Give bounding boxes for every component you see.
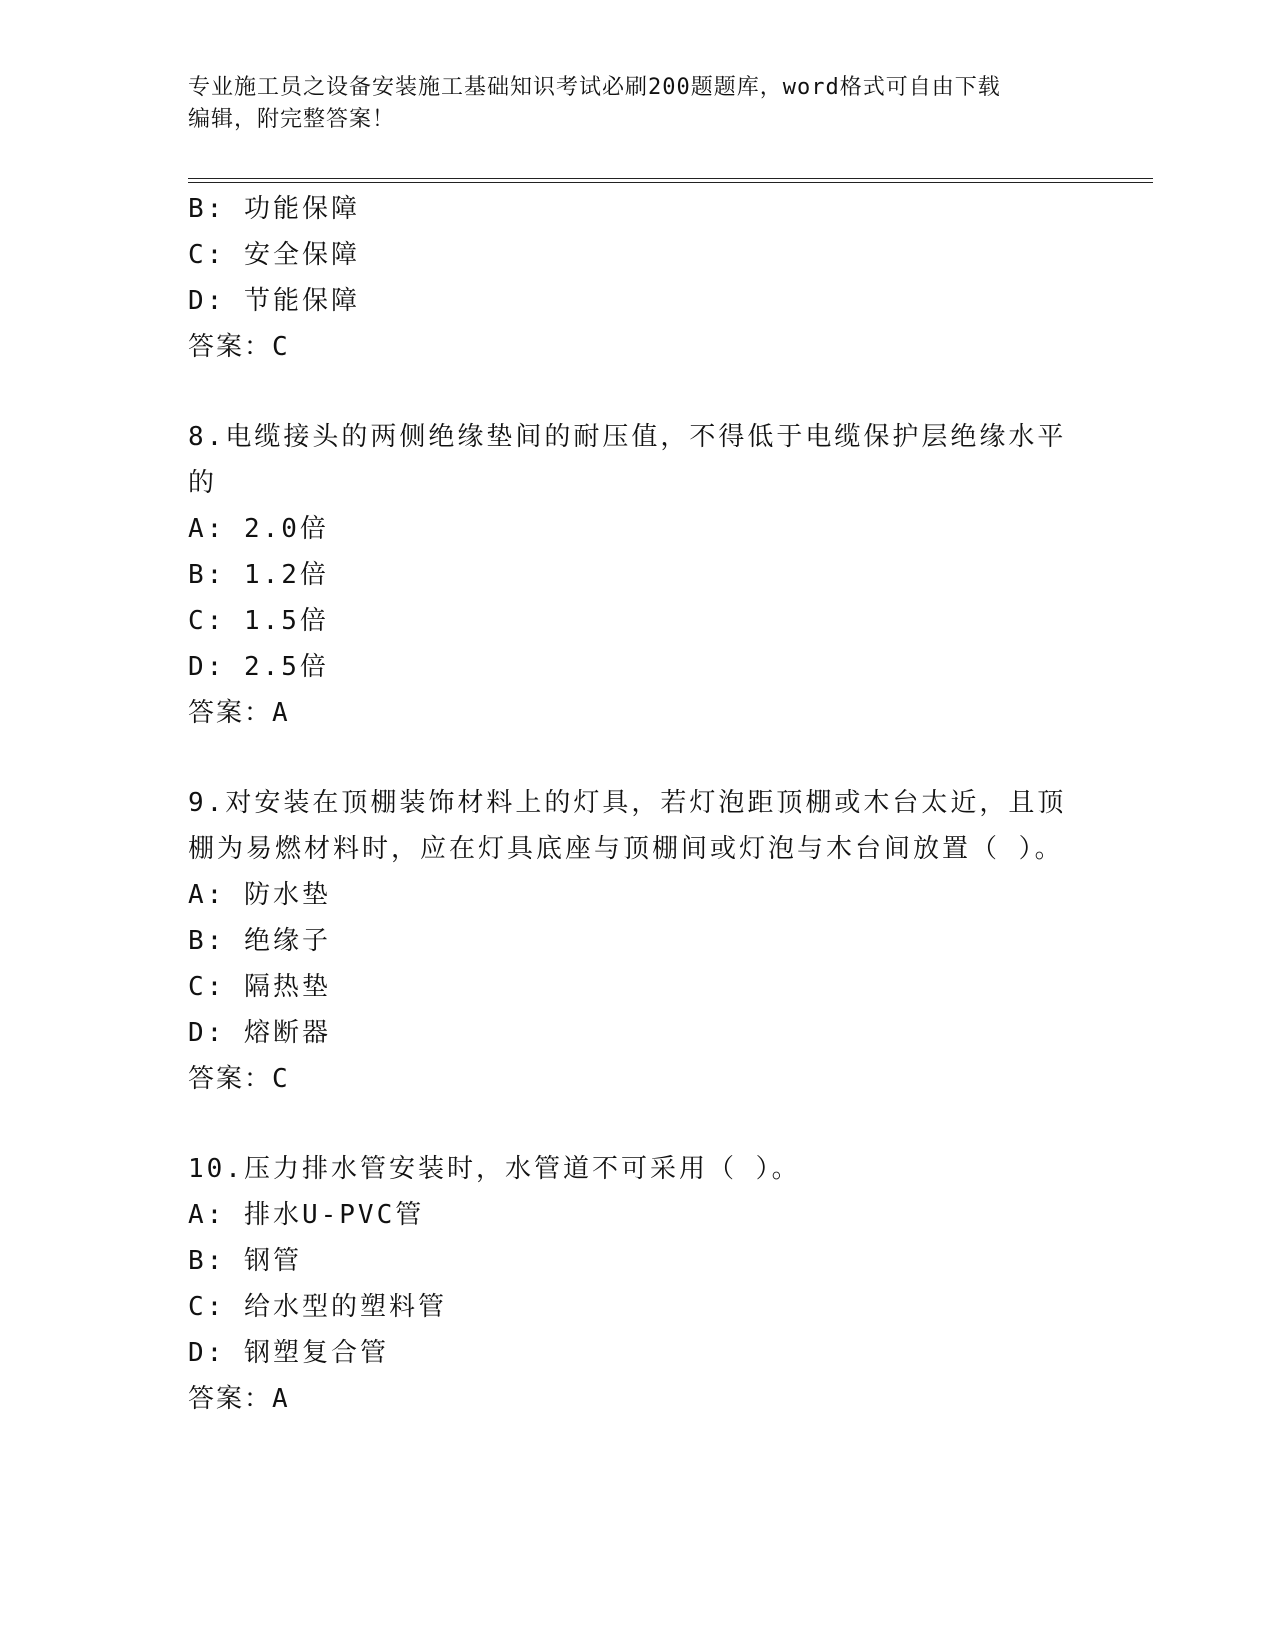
answer-line [188, 1376, 1068, 1422]
option-text: 钢塑复合管 [243, 1338, 389, 1368]
option-text: 2.0倍 [243, 514, 329, 544]
header-line-2: 编辑，附完整答案！ [188, 107, 396, 132]
answer-value: A [272, 698, 290, 728]
answer-line [188, 1056, 1068, 1102]
option-letter: B [188, 926, 207, 956]
option-letter: D [188, 1018, 207, 1048]
option-c: C: 1.5倍 [188, 606, 329, 636]
option-letter: A [188, 514, 207, 544]
question-7-carryover [188, 186, 1068, 370]
header-divider-top [188, 178, 1153, 179]
option-letter: C [188, 606, 207, 636]
option-text: 功能保障 [243, 194, 360, 224]
option-text: 1.5倍 [243, 606, 329, 636]
option-letter: B [188, 1246, 207, 1276]
option-text: 2.5倍 [243, 652, 329, 682]
answer-value: C [272, 332, 290, 362]
option-letter: B [188, 560, 207, 590]
option-text: 钢管 [243, 1246, 302, 1276]
option-letter: A [188, 1200, 207, 1230]
option-letter: A [188, 880, 207, 910]
question-gap [188, 370, 1068, 414]
question-10 [188, 1146, 1068, 1422]
option-text: 安全保障 [243, 240, 360, 270]
answer-label: 答案： [188, 1384, 273, 1414]
option-a: A: 排水U-PVC管 [188, 1200, 425, 1230]
option-d: D: 熔断器 [188, 1018, 331, 1048]
document-header [188, 72, 1068, 136]
option-d: D: 钢塑复合管 [188, 1338, 389, 1368]
option-text: 节能保障 [243, 286, 360, 316]
option-b: B: 绝缘子 [188, 926, 331, 956]
option-d: D: 节能保障 [188, 286, 360, 316]
option-letter: D [188, 286, 207, 316]
answer-line [188, 690, 1068, 736]
option-letter: D [188, 1338, 207, 1368]
option-letter: C [188, 240, 207, 270]
answer-value: C [272, 1064, 290, 1094]
question-8 [188, 414, 1068, 736]
question-number: 8. [188, 422, 226, 452]
option-letter: D [188, 652, 207, 682]
question-gap [188, 1102, 1068, 1146]
question-stem-line-1 [188, 780, 1068, 826]
question-list [188, 186, 1068, 1422]
option-text: 给水型的塑料管 [243, 1292, 447, 1322]
option-a: A: 2.0倍 [188, 514, 329, 544]
option-letter: C [188, 1292, 207, 1322]
option-letter: B [188, 194, 207, 224]
question-stem: 电缆接头的两侧绝缘垫间的耐压值，不得低于电缆保护层绝缘水平 [225, 422, 1067, 452]
answer-line [188, 324, 1068, 370]
question-9 [188, 780, 1068, 1102]
answer-label: 答案： [188, 698, 273, 728]
question-number: 9. [188, 788, 226, 818]
header-divider-bottom [188, 182, 1153, 183]
question-stem: 对安装在顶棚装饰材料上的灯具，若灯泡距顶棚或木台太近，且顶 [225, 788, 1067, 818]
option-text: 防水垫 [243, 880, 331, 910]
option-c: C: 给水型的塑料管 [188, 1292, 447, 1322]
question-gap [188, 736, 1068, 780]
option-letter: C [188, 972, 207, 1002]
question-stem-line-2: 棚为易燃材料时，应在灯具底座与顶棚间或灯泡与木台间放置（ ）。 [188, 834, 1064, 864]
option-b: B: 功能保障 [188, 194, 360, 224]
option-text: 1.2倍 [243, 560, 329, 590]
option-text: 绝缘子 [243, 926, 331, 956]
answer-label: 答案： [188, 1064, 273, 1094]
header-line-1: 专业施工员之设备安装施工基础知识考试必刷200题题库，word格式可自由下载 [188, 75, 1001, 100]
option-text: 熔断器 [243, 1018, 331, 1048]
option-c: C: 安全保障 [188, 240, 360, 270]
answer-label: 答案： [188, 332, 273, 362]
option-text: 排水U-PVC管 [243, 1200, 425, 1230]
option-b: B: 1.2倍 [188, 560, 329, 590]
question-stem: 压力排水管安装时，水管道不可采用（ ）。 [243, 1154, 801, 1184]
question-stem-line-2: 的 [188, 468, 218, 498]
option-c: C: 隔热垫 [188, 972, 331, 1002]
question-number: 10. [188, 1154, 244, 1184]
answer-value: A [272, 1384, 290, 1414]
question-stem-line-1 [188, 414, 1068, 460]
option-a: A: 防水垫 [188, 880, 331, 910]
option-text: 隔热垫 [243, 972, 331, 1002]
option-b: B: 钢管 [188, 1246, 302, 1276]
question-stem-line-1 [188, 1146, 1068, 1192]
option-d: D: 2.5倍 [188, 652, 329, 682]
